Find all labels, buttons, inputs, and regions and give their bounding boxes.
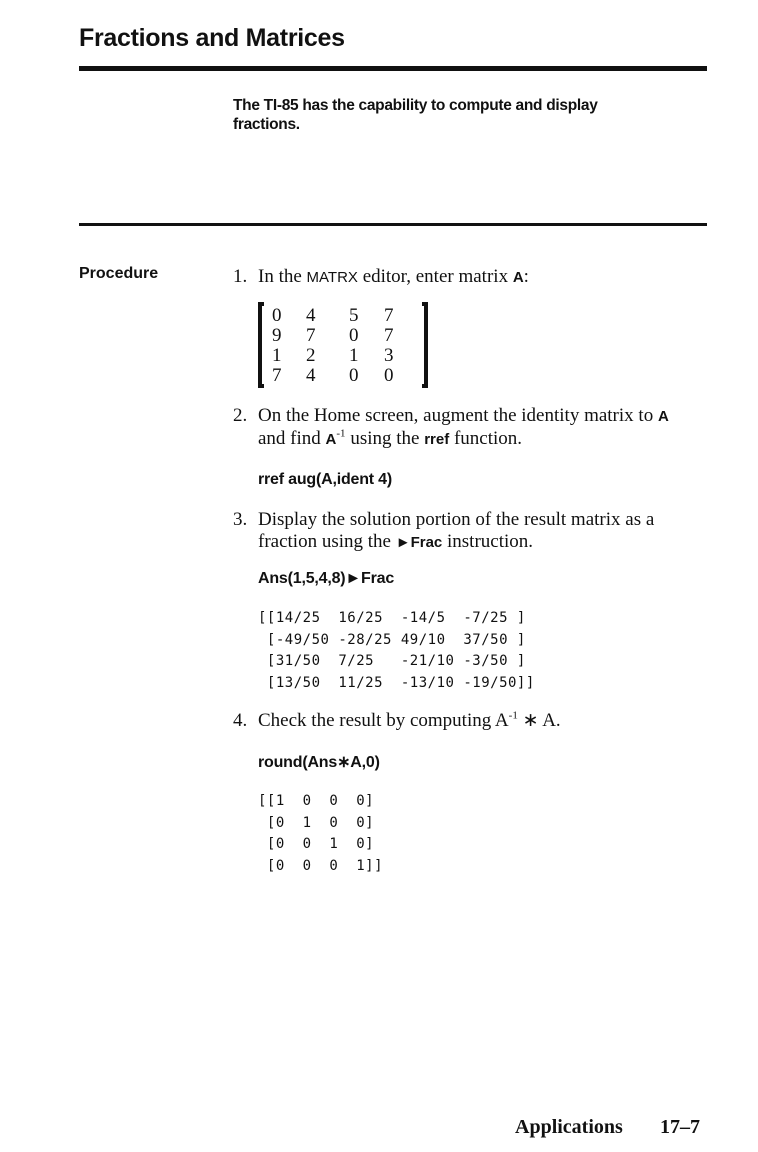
matrix-row: 1 2 1 3 — [272, 345, 394, 366]
step-number: 3. — [233, 509, 248, 530]
step-text: Check the result by computing $A^{-1}$ ∗ A. — [258, 709, 561, 731]
command-line: Ans(1,5,4,8)►Frac — [258, 570, 395, 587]
matrix-a — [258, 302, 428, 388]
calculator-output: [[1 0 0 0] [0 1 0 0] [0 0 1 0] [0 0 0 1]] — [258, 793, 384, 874]
intro-text: The TI-85 has the capability to compute and display fractions. — [233, 97, 598, 133]
step-text: On the Home screen, augment the identity matrix to A and find $A^{-1}$ using the rref function. — [258, 405, 669, 449]
matrix-row: 7 4 0 0 — [272, 365, 394, 386]
footer-section: Applications — [515, 1116, 623, 1138]
step-number: 4. — [233, 710, 248, 731]
command-line: rref aug(A,ident 4) — [258, 471, 392, 488]
page-number: 17–7 — [660, 1116, 700, 1138]
title-rule — [79, 66, 707, 71]
step-number: 1. — [233, 266, 248, 287]
step-number: 2. — [233, 405, 248, 426]
calculator-output: [[14/25 16/25 -14/5 -7/25 ] [-49/50 -28/25 49/10 37/50 ] [31/50 7/25 -21/10 -3/50 ] [13/50 11/25 -13/10 -19/50]] — [258, 610, 535, 691]
section-rule — [79, 223, 707, 226]
step-text: Display the solution portion of the result matrix as a fraction using the ►Frac instruction. — [258, 509, 655, 552]
command-line: round(Ans∗A,0) — [258, 754, 380, 771]
page-title: Fractions and Matrices — [79, 24, 345, 52]
procedure-label: Procedure — [79, 265, 159, 282]
step-text: In the MATRX editor, enter matrix A: — [258, 266, 529, 287]
matrix-row: 9 7 0 7 — [272, 325, 394, 346]
matrix-row: 0 4 5 7 — [272, 305, 394, 326]
